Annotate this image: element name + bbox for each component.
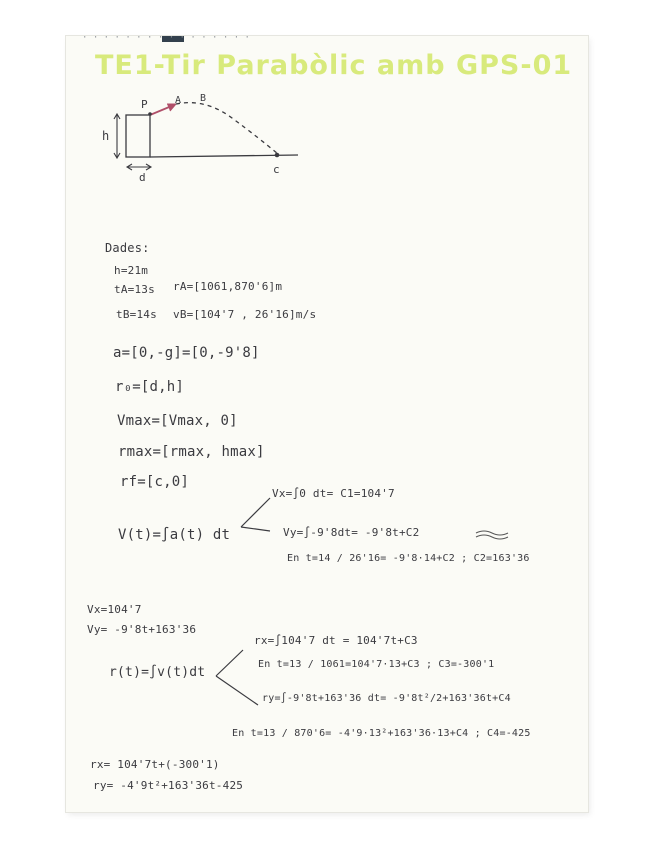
label-a: A — [175, 95, 182, 106]
velocity-y: Vy=∫-9'8dt= -9'8t+C2 — [283, 526, 420, 539]
dades-vmax: Vmax=[Vmax, 0] — [117, 413, 238, 429]
result-rx: rx= 104'7t+(-300'1) — [90, 758, 220, 771]
velocity-x: Vx=∫0 dt= C1=104'7 — [272, 487, 395, 500]
result-vx: Vx=104'7 — [87, 603, 142, 616]
dades-h: h=21m — [114, 264, 149, 277]
dades-heading: Dades: — [105, 241, 150, 255]
impact-point — [275, 153, 280, 158]
label-h: h — [102, 129, 110, 143]
dades-r0: r₀=[d,h] — [115, 379, 185, 395]
dades-ta: tA=13s — [114, 283, 155, 296]
scribble-mark — [476, 531, 508, 539]
position-condition-1: En t=13 / 1061=104'7·13+C3 ; C3=-300'1 — [258, 659, 495, 670]
velocity-condition: En t=14 / 26'16= -9'8·14+C2 ; C2=163'36 — [287, 553, 530, 564]
trajectory-curve — [176, 103, 278, 154]
dades-vb: vB=[104'7 , 26'16]m/s — [173, 308, 317, 321]
dades-rmax: rmax=[rmax, hmax] — [118, 444, 265, 460]
dades-tb: tB=14s — [116, 308, 157, 321]
label-p: P — [141, 98, 148, 111]
label-b: B — [200, 93, 207, 104]
building-rect — [126, 115, 150, 157]
result-ry: ry= -4'9t²+163'36t-425 — [93, 779, 244, 792]
launch-point — [148, 112, 152, 116]
label-d: d — [139, 171, 146, 184]
position-integral: r(t)=∫v(t)dt — [109, 665, 206, 680]
position-x: rx=∫104'7 dt = 104'7t+C3 — [254, 634, 418, 647]
page-title: TE1-Tir Parabòlic amb GPS-01 — [95, 50, 573, 81]
result-vy: Vy= -9'8t+163'36 — [87, 623, 197, 636]
velocity-branch — [241, 498, 270, 531]
dades-a: a=[0,-g]=[0,-9'8] — [113, 345, 260, 361]
position-condition-2: En t=13 / 870'6= -4'9·13²+163'36·13+C4 ; C4=-425 — [232, 728, 531, 739]
position-branch — [216, 650, 258, 705]
velocity-integral: V(t)=∫a(t) dt — [118, 527, 231, 543]
dades-rf: rf=[c,0] — [120, 474, 190, 490]
top-label: · · · · · · · · · · · · · · · · — [82, 33, 250, 43]
position-y: ry=∫-9'8t+163'36 dt= -9'8t²/2+163'36t+C4 — [262, 693, 511, 704]
label-c: c — [273, 163, 280, 176]
dades-ra: rA=[1061,870'6]m — [173, 280, 283, 293]
